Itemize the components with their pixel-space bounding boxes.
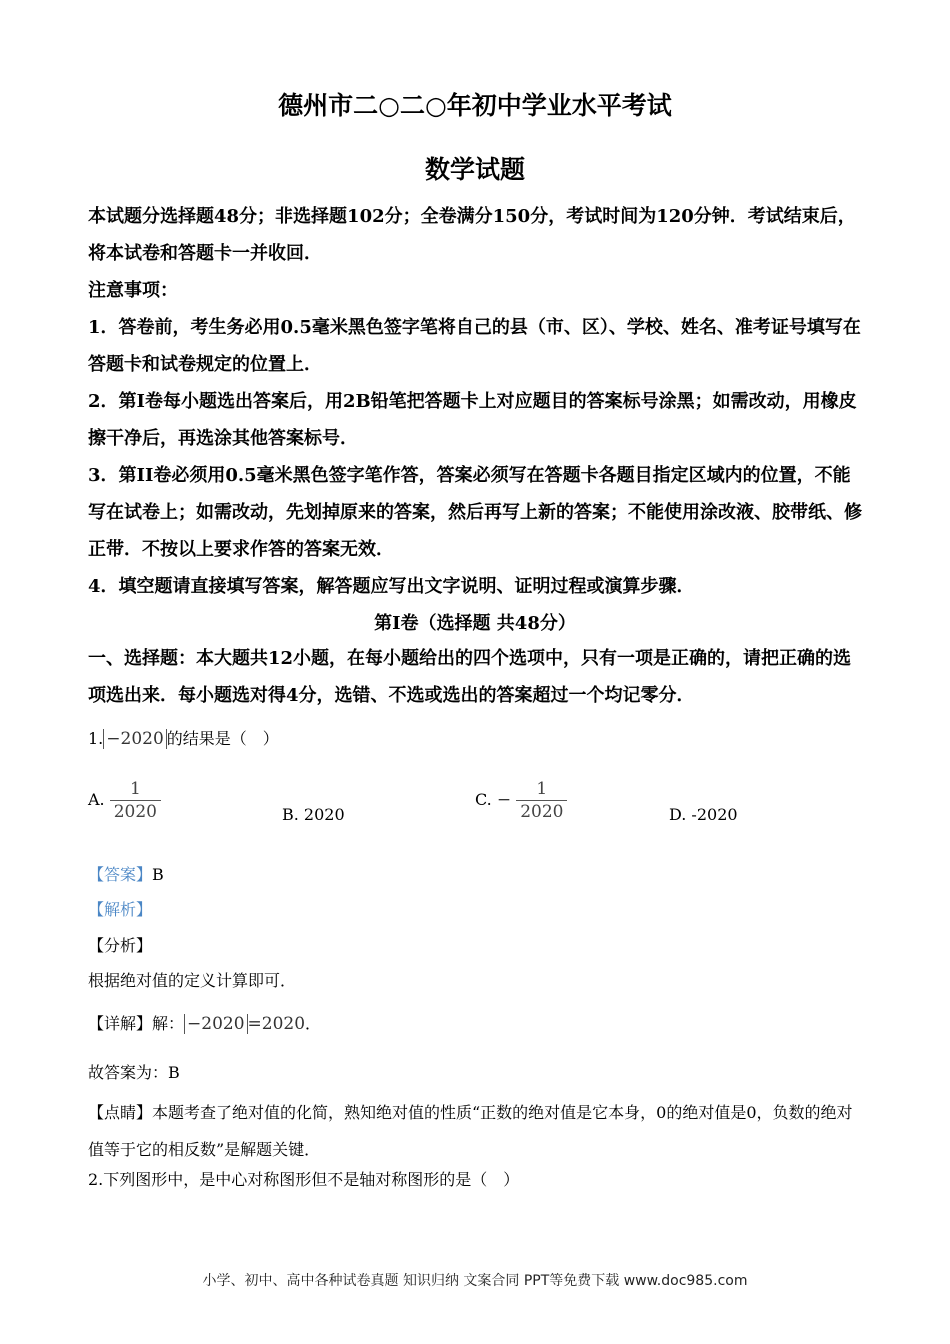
intro-paragraph: 本试题分选择题48分；非选择题102分；全卷满分150分，考试时间为120分钟．考试结束后，将本试卷和答题卡一并收回．: [88, 206, 856, 264]
fraction-denominator: 2020: [516, 800, 567, 823]
subject-title: 数学试题: [424, 155, 525, 184]
absolute-value-expression: −2020: [103, 729, 167, 749]
detail-result: =2020: [247, 1014, 306, 1034]
fraction-denominator: 2020: [110, 800, 161, 823]
minus-sign: −: [496, 790, 512, 810]
conclusion: 故答案为：B: [88, 1063, 180, 1082]
notice-item-3: 3．第II卷必须用0.5毫米黑色签字笔作答，答案必须写在答题卡各题目指定区域内的位置，不能写在试卷上；如需改动，先划掉原来的答案，然后再写上新的答案；不能使用涂改液、胶带纸、修正带．不按以上要求作答的答案无效．: [88, 465, 862, 560]
detail-end: ．: [305, 1014, 322, 1033]
detail-line: [88, 1013, 321, 1035]
detail-abs-expression: −2020: [184, 1014, 248, 1034]
section-title: 第I卷（选择题 共48分）: [374, 613, 576, 634]
exam-title: 德州市二○二○年初中学业水平考试: [278, 91, 672, 120]
question-number: 1.: [88, 729, 104, 748]
option-c-fraction: [516, 778, 567, 823]
fraction-numerator: 1: [536, 779, 548, 799]
notice-item-1: 1．答卷前，考生务必用0.5毫米黑色签字笔将自己的县（市、区）、学校、姓名、准考证号填写在答题卡和试卷规定的位置上．: [88, 317, 861, 375]
option-a-fraction: [110, 778, 161, 823]
detail-tag: 【详解】解：: [88, 1014, 185, 1033]
answer-tag: 【答案】: [88, 865, 153, 884]
option-c: [475, 778, 567, 823]
option-a-label: A.: [88, 790, 105, 809]
fraction-numerator: 1: [129, 779, 141, 799]
page-footer: 小学、初中、高中各种试卷真题 知识归纳 文案合同 PPT等免费下载 www.doc985.com: [202, 1273, 748, 1289]
option-c-label: C.: [475, 790, 492, 809]
question-stem: 的结果是（ ）: [166, 729, 279, 748]
option-b: B. 2020: [282, 805, 345, 824]
notice-heading: 注意事项：: [88, 280, 178, 301]
section-description: 一、选择题：本大题共12小题，在每小题给出的四个选项中，只有一项是正确的，请把正确的选项选出来．每小题选对得4分，选错、不选或选出的答案超过一个均记零分．: [88, 648, 852, 706]
option-a: [88, 778, 161, 823]
answer-value: B: [152, 865, 164, 884]
answer-line: [88, 864, 164, 886]
fenxi-tag: 【分析】: [88, 936, 153, 955]
fenxi-text: 根据绝对值的定义计算即可．: [88, 971, 297, 990]
question-1: [88, 728, 279, 750]
question-2: 2.下列图形中，是中心对称图形但不是轴对称图形的是（ ）: [88, 1170, 520, 1189]
analysis-tag: 【解析】: [88, 900, 153, 919]
notice-item-4: 4．填空题请直接填写答案，解答题应写出文字说明、证明过程或演算步骤．: [88, 576, 695, 597]
notice-item-2: 2．第I卷每小题选出答案后，用2B铅笔把答题卡上对应题目的答案标号涂黑；如需改动，用橡皮擦干净后，再选涂其他答案标号．: [88, 391, 857, 449]
option-d: D. -2020: [669, 805, 738, 824]
comment-paragraph: 【点睛】本题考查了绝对值的化简，熟知绝对值的性质“正数的绝对值是它本身，0的绝对值是0，负数的绝对值等于它的相反数”是解题关键．: [88, 1103, 853, 1159]
